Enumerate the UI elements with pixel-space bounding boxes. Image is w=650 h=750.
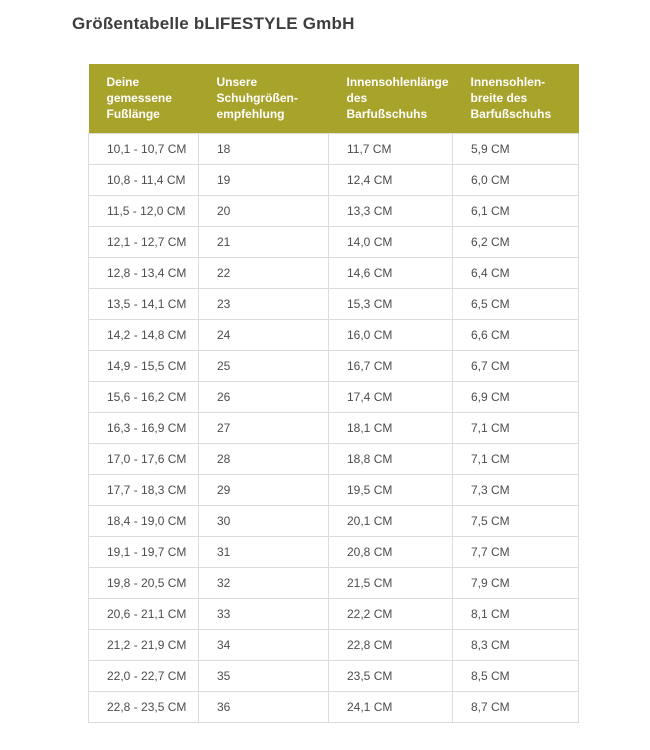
table-header-row: [89, 64, 579, 133]
table-row: [89, 195, 579, 226]
table-row: [89, 505, 579, 536]
cell-size-recommendation: 28: [199, 443, 329, 474]
cell-insole-length: 20,1 CM: [329, 505, 453, 536]
cell-foot-length: 13,5 - 14,1 CM: [89, 288, 199, 319]
table-row: [89, 257, 579, 288]
table-row: [89, 629, 579, 660]
header-cell-insole-width: Innensohlen-breite des Barfußschuhs: [453, 64, 579, 133]
table-row: [89, 319, 579, 350]
table-row: [89, 350, 579, 381]
header-cell-insole-length: Innensohlenlänge des Barfußschuhs: [329, 64, 453, 133]
cell-size-recommendation: 24: [199, 319, 329, 350]
cell-foot-length: 19,8 - 20,5 CM: [89, 567, 199, 598]
cell-size-recommendation: 36: [199, 691, 329, 722]
cell-insole-length: 14,0 CM: [329, 226, 453, 257]
cell-size-recommendation: 27: [199, 412, 329, 443]
cell-foot-length: 16,3 - 16,9 CM: [89, 412, 199, 443]
cell-insole-length: 14,6 CM: [329, 257, 453, 288]
cell-insole-width: 8,5 CM: [453, 660, 579, 691]
cell-insole-width: 8,7 CM: [453, 691, 579, 722]
cell-foot-length: 18,4 - 19,0 CM: [89, 505, 199, 536]
header-cell-foot-length: Deine gemessene Fußlänge: [89, 64, 199, 133]
cell-insole-length: 16,7 CM: [329, 350, 453, 381]
cell-insole-length: 22,2 CM: [329, 598, 453, 629]
cell-foot-length: 14,2 - 14,8 CM: [89, 319, 199, 350]
table-row: [89, 443, 579, 474]
cell-insole-length: 20,8 CM: [329, 536, 453, 567]
cell-insole-width: 8,3 CM: [453, 629, 579, 660]
cell-foot-length: 17,7 - 18,3 CM: [89, 474, 199, 505]
cell-insole-width: 6,6 CM: [453, 319, 579, 350]
cell-size-recommendation: 32: [199, 567, 329, 598]
header-cell-size-recommendation: Unsere Schuhgrößen-empfehlung: [199, 64, 329, 133]
cell-foot-length: 15,6 - 16,2 CM: [89, 381, 199, 412]
cell-insole-width: 7,7 CM: [453, 536, 579, 567]
cell-insole-length: 24,1 CM: [329, 691, 453, 722]
cell-size-recommendation: 23: [199, 288, 329, 319]
cell-size-recommendation: 34: [199, 629, 329, 660]
cell-size-recommendation: 26: [199, 381, 329, 412]
cell-size-recommendation: 19: [199, 164, 329, 195]
cell-foot-length: 10,8 - 11,4 CM: [89, 164, 199, 195]
cell-foot-length: 12,1 - 12,7 CM: [89, 226, 199, 257]
table-body: [89, 133, 579, 722]
cell-insole-width: 7,9 CM: [453, 567, 579, 598]
cell-size-recommendation: 25: [199, 350, 329, 381]
cell-foot-length: 21,2 - 21,9 CM: [89, 629, 199, 660]
table-row: [89, 567, 579, 598]
cell-size-recommendation: 21: [199, 226, 329, 257]
cell-insole-length: 18,8 CM: [329, 443, 453, 474]
cell-insole-width: 6,0 CM: [453, 164, 579, 195]
cell-insole-length: 16,0 CM: [329, 319, 453, 350]
cell-insole-width: 7,3 CM: [453, 474, 579, 505]
cell-insole-length: 11,7 CM: [329, 133, 453, 164]
cell-size-recommendation: 31: [199, 536, 329, 567]
table-row: [89, 536, 579, 567]
table-row: [89, 381, 579, 412]
cell-insole-length: 22,8 CM: [329, 629, 453, 660]
cell-insole-length: 13,3 CM: [329, 195, 453, 226]
cell-foot-length: 10,1 - 10,7 CM: [89, 133, 199, 164]
cell-insole-length: 18,1 CM: [329, 412, 453, 443]
cell-insole-length: 21,5 CM: [329, 567, 453, 598]
cell-insole-width: 7,1 CM: [453, 443, 579, 474]
cell-size-recommendation: 35: [199, 660, 329, 691]
cell-foot-length: 11,5 - 12,0 CM: [89, 195, 199, 226]
cell-size-recommendation: 33: [199, 598, 329, 629]
cell-size-recommendation: 30: [199, 505, 329, 536]
cell-insole-width: 6,7 CM: [453, 350, 579, 381]
table-row: [89, 474, 579, 505]
cell-foot-length: 20,6 - 21,1 CM: [89, 598, 199, 629]
page-title: Größentabelle bLIFESTYLE GmbH: [72, 14, 355, 33]
table-row: [89, 288, 579, 319]
cell-size-recommendation: 20: [199, 195, 329, 226]
cell-insole-length: 15,3 CM: [329, 288, 453, 319]
cell-size-recommendation: 29: [199, 474, 329, 505]
table-row: [89, 226, 579, 257]
cell-foot-length: 12,8 - 13,4 CM: [89, 257, 199, 288]
cell-foot-length: 17,0 - 17,6 CM: [89, 443, 199, 474]
cell-insole-width: 7,5 CM: [453, 505, 579, 536]
cell-insole-width: 6,4 CM: [453, 257, 579, 288]
table-row: [89, 412, 579, 443]
cell-foot-length: 19,1 - 19,7 CM: [89, 536, 199, 567]
table-row: [89, 691, 579, 722]
cell-size-recommendation: 18: [199, 133, 329, 164]
table-row: [89, 660, 579, 691]
cell-foot-length: 14,9 - 15,5 CM: [89, 350, 199, 381]
cell-insole-width: 6,1 CM: [453, 195, 579, 226]
cell-insole-length: 17,4 CM: [329, 381, 453, 412]
cell-insole-length: 23,5 CM: [329, 660, 453, 691]
cell-foot-length: 22,0 - 22,7 CM: [89, 660, 199, 691]
cell-insole-width: 5,9 CM: [453, 133, 579, 164]
cell-insole-width: 8,1 CM: [453, 598, 579, 629]
table-row: [89, 164, 579, 195]
cell-insole-width: 6,9 CM: [453, 381, 579, 412]
cell-insole-width: 6,5 CM: [453, 288, 579, 319]
table-row: [89, 598, 579, 629]
cell-size-recommendation: 22: [199, 257, 329, 288]
cell-insole-length: 19,5 CM: [329, 474, 453, 505]
size-table: [88, 64, 579, 723]
cell-insole-length: 12,4 CM: [329, 164, 453, 195]
cell-insole-width: 7,1 CM: [453, 412, 579, 443]
cell-foot-length: 22,8 - 23,5 CM: [89, 691, 199, 722]
cell-insole-width: 6,2 CM: [453, 226, 579, 257]
table-row: [89, 133, 579, 164]
